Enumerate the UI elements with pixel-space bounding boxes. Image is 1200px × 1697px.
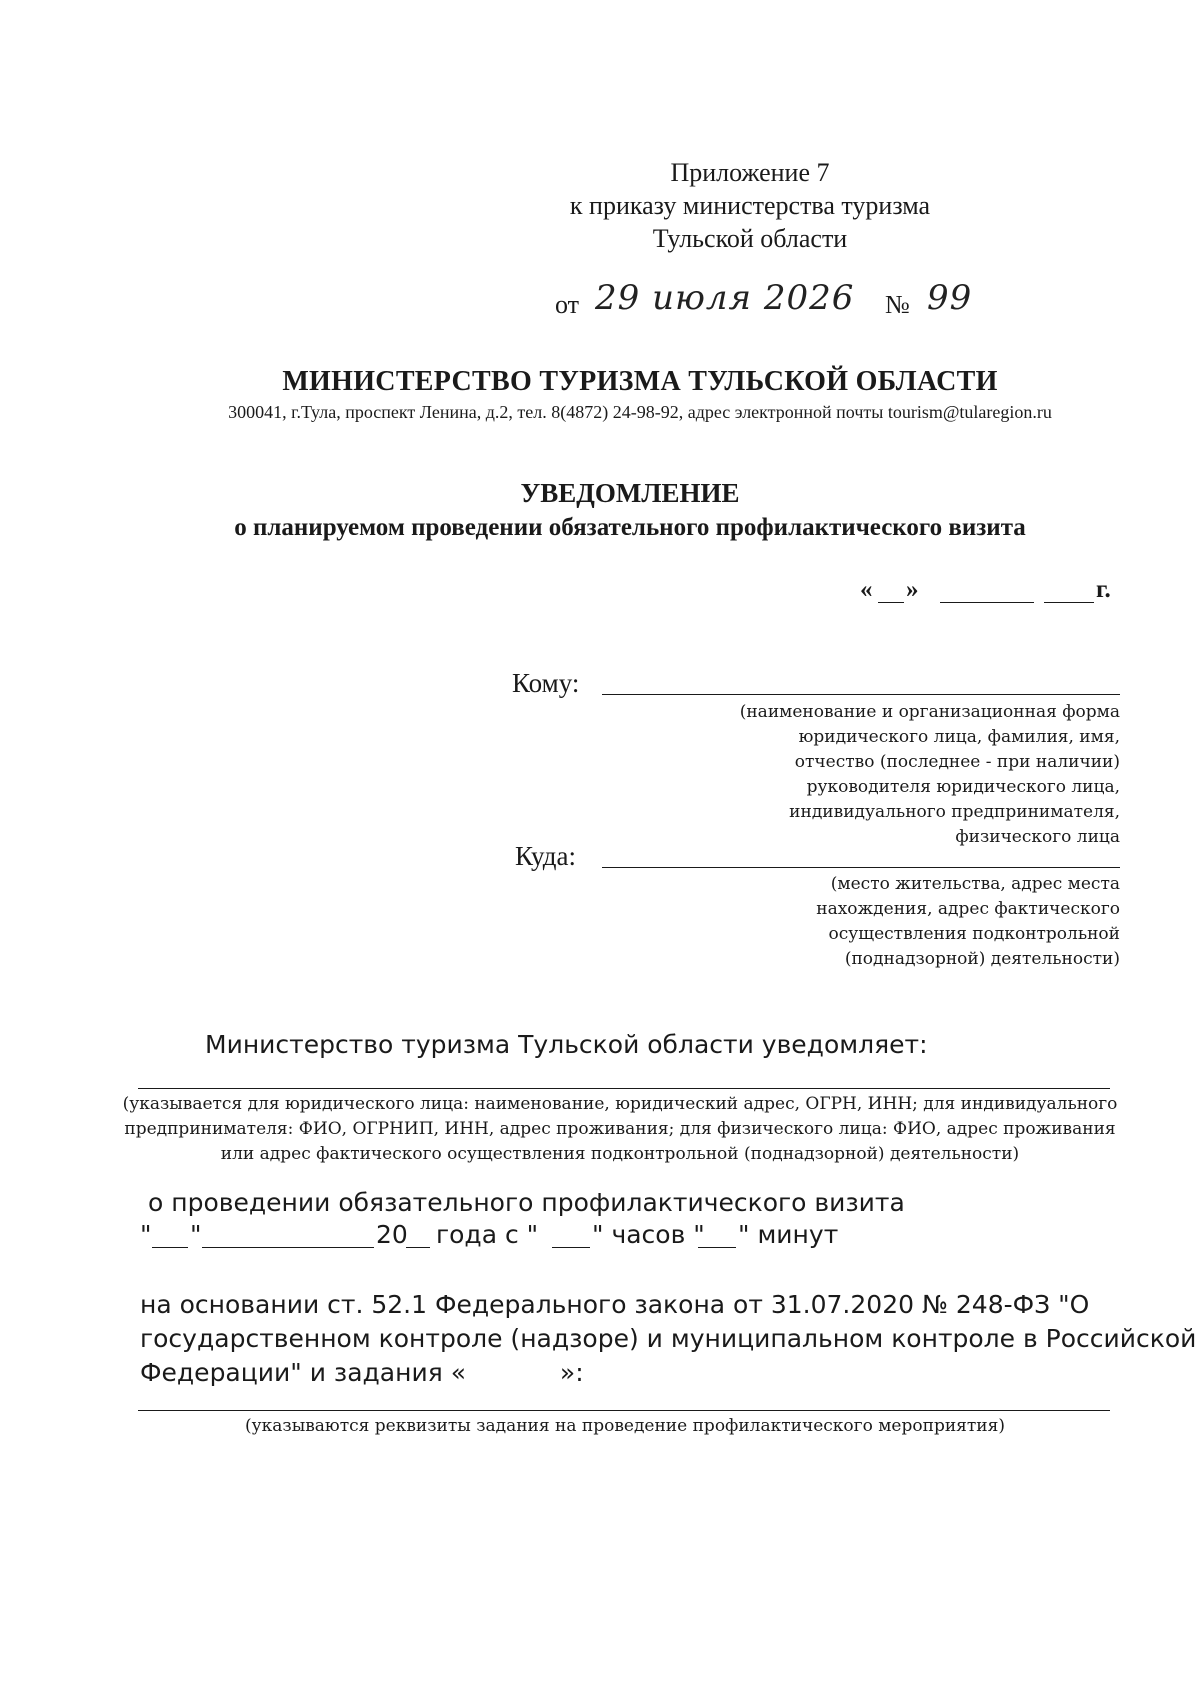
appendix-number: Приложение 7 [670, 158, 830, 187]
date-year-suffix: г. [1096, 576, 1111, 603]
where-field[interactable] [602, 867, 1120, 868]
where-note-line: осуществления подконтрольной [828, 924, 1120, 944]
when-hours-text: " часов " [592, 1220, 705, 1249]
date-open-quote: « [860, 576, 873, 603]
basis-line-end: »: [559, 1358, 584, 1387]
to-note-line: индивидуального предпринимателя, [789, 802, 1120, 822]
basis-line: государственном контроле (надзоре) и муниципальном контроле в Российской [140, 1324, 1197, 1353]
order-number-label: № [885, 290, 910, 319]
basis-line-last [140, 1356, 1120, 1390]
date-close-quote: » [906, 576, 919, 603]
when-minutes-blank[interactable] [698, 1247, 736, 1248]
when-quote-close: " [190, 1220, 202, 1249]
to-note [620, 700, 1120, 850]
where-note [720, 872, 1120, 972]
notify-heading: Министерство туризма Тульской области уведомляет: [205, 1030, 928, 1059]
where-note-line: (поднадзорной) деятельности) [844, 949, 1120, 969]
where-note-line: (место жительства, адрес места [830, 874, 1120, 894]
org-name: МИНИСТЕРСТВО ТУРИЗМА ТУЛЬСКОЙ ОБЛАСТИ [282, 366, 998, 397]
where-label: Куда: [515, 841, 577, 871]
date-day-blank[interactable] [878, 602, 904, 603]
appendix-block [560, 156, 940, 255]
appendix-order-ref: к приказу министерства туризма [569, 191, 931, 220]
order-number-handwritten: 99 [927, 278, 973, 318]
appendix-region: Тульской области [652, 224, 848, 253]
order-date-handwritten: 29 июля 2026 [595, 278, 855, 318]
basis-line-start: Федерации" и задания « [140, 1358, 467, 1387]
date-blank [860, 576, 1120, 612]
when-month-blank[interactable] [202, 1247, 374, 1248]
basis-paragraph [140, 1288, 1197, 1390]
to-note-line: физического лица [955, 827, 1120, 847]
subject-note-line: предпринимателя: ФИО, ОГРНИП, ИНН, адрес проживания; для физического лица: ФИО, адрес проживания [124, 1119, 1116, 1139]
subject-field[interactable] [138, 1088, 1110, 1089]
task-field[interactable] [138, 1410, 1110, 1411]
to-note-line: юридического лица, фамилия, имя, [798, 727, 1120, 747]
subject-note-line: или адрес фактического осуществления подконтрольной (поднадзорной) деятельности) [220, 1144, 1020, 1164]
date-year-blank[interactable] [1044, 602, 1094, 603]
to-note-line: отчество (последнее - при наличии) [794, 752, 1120, 772]
to-label: Кому: [512, 668, 580, 698]
when-year-text: года с " [436, 1220, 539, 1249]
when-year-blank[interactable] [406, 1247, 430, 1248]
task-note: (указываются реквизиты задания на проведение профилактического мероприятия) [245, 1416, 1005, 1436]
when-day-blank[interactable] [152, 1247, 188, 1248]
to-note-line: руководителя юридического лица, [806, 777, 1120, 797]
document-title: УВЕДОМЛЕНИЕ [520, 478, 740, 508]
basis-line: на основании ст. 52.1 Федерального закона от 31.07.2020 № 248-ФЗ "О [140, 1290, 1090, 1319]
order-line [555, 278, 975, 328]
document-subtitle: о планируемом проведении обязательного профилактического визита [234, 514, 1026, 541]
when-year-prefix: 20 [376, 1220, 408, 1249]
date-month-blank[interactable] [940, 602, 1034, 603]
when-minutes-text: " минут [738, 1220, 839, 1249]
to-field[interactable] [602, 694, 1120, 695]
subject-note-line: (указывается для юридического лица: наименование, юридический адрес, ОГРН, ИНН; для индивидуального [122, 1094, 1118, 1114]
visit-when-line [140, 1220, 900, 1258]
when-hours-blank[interactable] [552, 1247, 590, 1248]
visit-line: о проведении обязательного профилактического визита [148, 1188, 905, 1217]
to-note-line: (наименование и организационная форма [739, 702, 1120, 722]
when-quote-open: " [140, 1220, 152, 1249]
org-address: 300041, г.Тула, проспект Ленина, д.2, тел. 8(4872) 24-98-92, адрес электронной почты tourism@tularegion.ru [228, 402, 1052, 422]
order-date-label: от [555, 290, 580, 319]
subject-note [120, 1092, 1120, 1167]
where-note-line: нахождения, адрес фактического [816, 899, 1120, 919]
